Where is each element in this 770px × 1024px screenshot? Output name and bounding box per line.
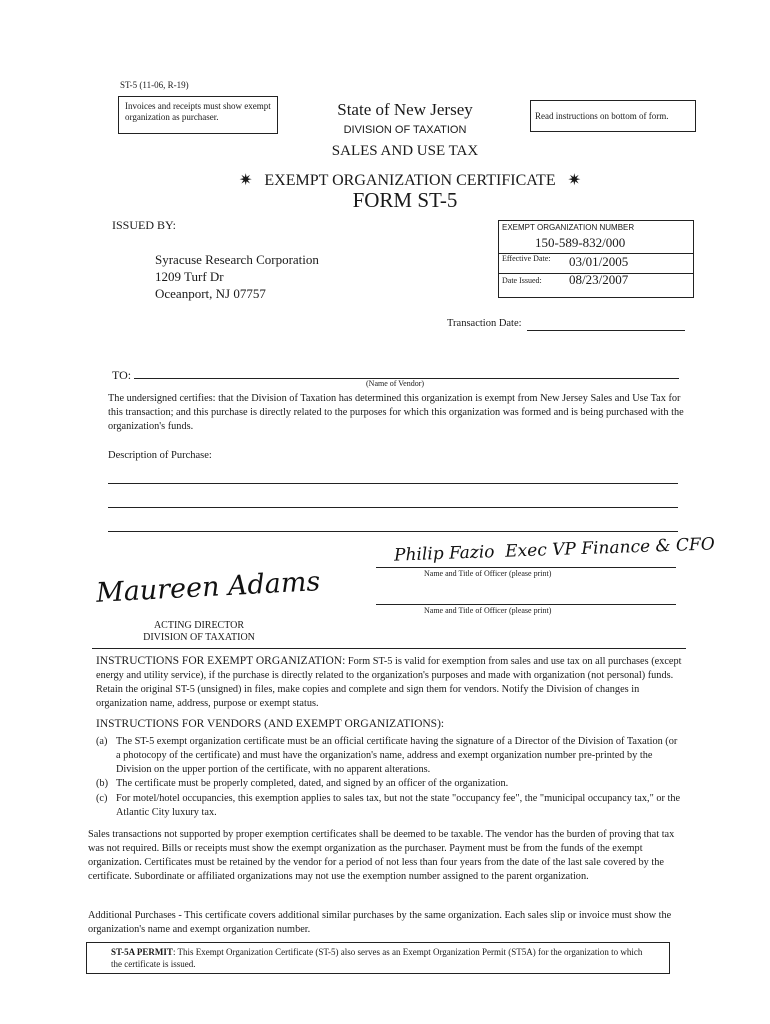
transaction-date-label: Transaction Date: (447, 318, 522, 329)
vendor-item-a-text: The ST-5 exempt organization certificate must be an official certificate having the signature of a Director of the Division of Taxation (or a photocopy of the certificate) and must have the organization's name, address and exempt organization number pre-printed by the Division on the upper portion of the certificate, with no apparent alterations. (116, 736, 678, 775)
instructions-note-box (530, 100, 696, 132)
issuer-street: 1209 Turf Dr (155, 269, 224, 284)
vendor-item-b-marker: (b) (96, 778, 109, 789)
certificate-title-row (200, 170, 620, 190)
vendor-item-c-marker: (c) (96, 793, 108, 804)
vendor-item-b-text: The certificate must be properly completed, dated, and signed by an officer of the organization. (116, 778, 509, 789)
org-number: 150-589-832/000 (535, 235, 626, 250)
org-number-label: EXEMPT ORGANIZATION NUMBER (502, 223, 635, 232)
date-issued: 08/23/2007 (569, 272, 629, 287)
tax-title: SALES AND USE TAX (331, 143, 479, 159)
director-title-1: ACTING DIRECTOR (153, 620, 245, 631)
transaction-date-line[interactable] (527, 330, 685, 331)
division-title: DIVISION OF TAXATION (343, 124, 467, 136)
effective-date-label: Effective Date: (502, 254, 551, 263)
permit-label: ST-5A PERMIT (111, 947, 173, 957)
issued-by-label: ISSUED BY: (112, 218, 176, 232)
issuer-city: Oceanport, NJ 07757 (155, 286, 266, 301)
issuer-name: Syracuse Research Corporation (155, 252, 319, 267)
vendor-item-c-text: For motel/hotel occupancies, this exemption applies to sales tax, but not the state "occupancy fee", the "municipal occupancy tax," or the Atlantic City luxury tax. (116, 793, 681, 818)
org-instructions-heading: INSTRUCTIONS FOR EXEMPT ORGANIZATION: (96, 655, 346, 667)
vendor-item-a-marker: (a) (96, 736, 108, 747)
additional-purchases-paragraph: Additional Purchases - This certificate covers additional similar purchases by the same organization. Each sales slip or invoice must show the organization's name and exempt organization number. (88, 910, 672, 935)
star-icon: ✷ (239, 172, 253, 189)
star-icon: ✷ (567, 172, 581, 189)
description-line-3[interactable] (108, 531, 678, 532)
permit-text-block (111, 946, 645, 970)
sales-paragraph: Sales transactions not supported by proper exemption certificates shall be deemed to be taxable. The vendor has the burden of proving that tax was not required. Bills or receipts must show the exempt organization as the purchaser. Payment must be from the funds of the exempt organization. Certificates must be retained by the vendor for a period of not less than four years from the date of the last sale covered by the certificate. Subordinate or affiliated organizations may not use the exemption number assigned to the parent organization. (88, 829, 675, 882)
description-line-2[interactable] (108, 507, 678, 508)
officer-caption-1: Name and Title of Officer (please print) (424, 569, 552, 578)
director-title-2: DIVISION OF TAXATION (143, 632, 255, 643)
officer-line-1[interactable] (376, 567, 676, 568)
permit-text: : This Exempt Organization Certificate (ST-5) also serves as an Exempt Organization Permit (ST5A) for the organization to which the certificate is issued. (111, 947, 643, 969)
permit-box (86, 942, 670, 974)
officer-line-2[interactable] (376, 604, 676, 605)
form-title: FORM ST-5 (352, 188, 458, 212)
effective-date: 03/01/2005 (569, 254, 629, 269)
instructions-divider (92, 648, 686, 649)
vendor-caption: (Name of Vendor) (366, 379, 425, 388)
certification-text: The undersigned certifies: that the Division of Taxation has determined this organization is exempt from New Jersey Sales and Use Tax for this transaction; and this purchase is directly related to the purposes for which this organization was formed and is being purchased with the organization's funds. (108, 393, 684, 432)
instructions-note: Read instructions on bottom of form. (535, 111, 669, 121)
description-line-1[interactable] (108, 483, 678, 484)
vendor-instructions-heading: INSTRUCTIONS FOR VENDORS (AND EXEMPT ORGANIZATIONS): (96, 718, 445, 730)
invoice-note: Invoices and receipts must show exempt organization as purchaser. (125, 101, 271, 122)
certificate-title: EXEMPT ORGANIZATION CERTIFICATE (264, 172, 556, 189)
director-signature: Maureen Adams (95, 566, 321, 609)
org-instructions-text: Form ST-5 is valid for exemption from sales and use tax on all purchases (except energy and utility service), if the purchase is directly related to the organization's purposes and made with organization (not personal) funds. Retain the original ST-5 (unsigned) in files, make copies and complete and sign them for vendors. Notify the Division of changes in organization name, address, purpose or exempt status. (96, 656, 682, 709)
state-title: State of New Jersey (337, 100, 473, 119)
officer-signature: Philip Fazio Exec VP Finance & CFO (393, 534, 716, 566)
officer-caption-2: Name and Title of Officer (please print) (424, 606, 552, 615)
exempt-org-box (498, 220, 694, 298)
form-code: ST-5 (11-06, R-19) (120, 80, 189, 90)
invoice-note-box (118, 96, 278, 134)
org-instructions (96, 654, 686, 711)
description-label: Description of Purchase: (108, 450, 212, 461)
date-issued-label: Date Issued: (502, 276, 542, 285)
to-label: TO: (112, 368, 132, 382)
